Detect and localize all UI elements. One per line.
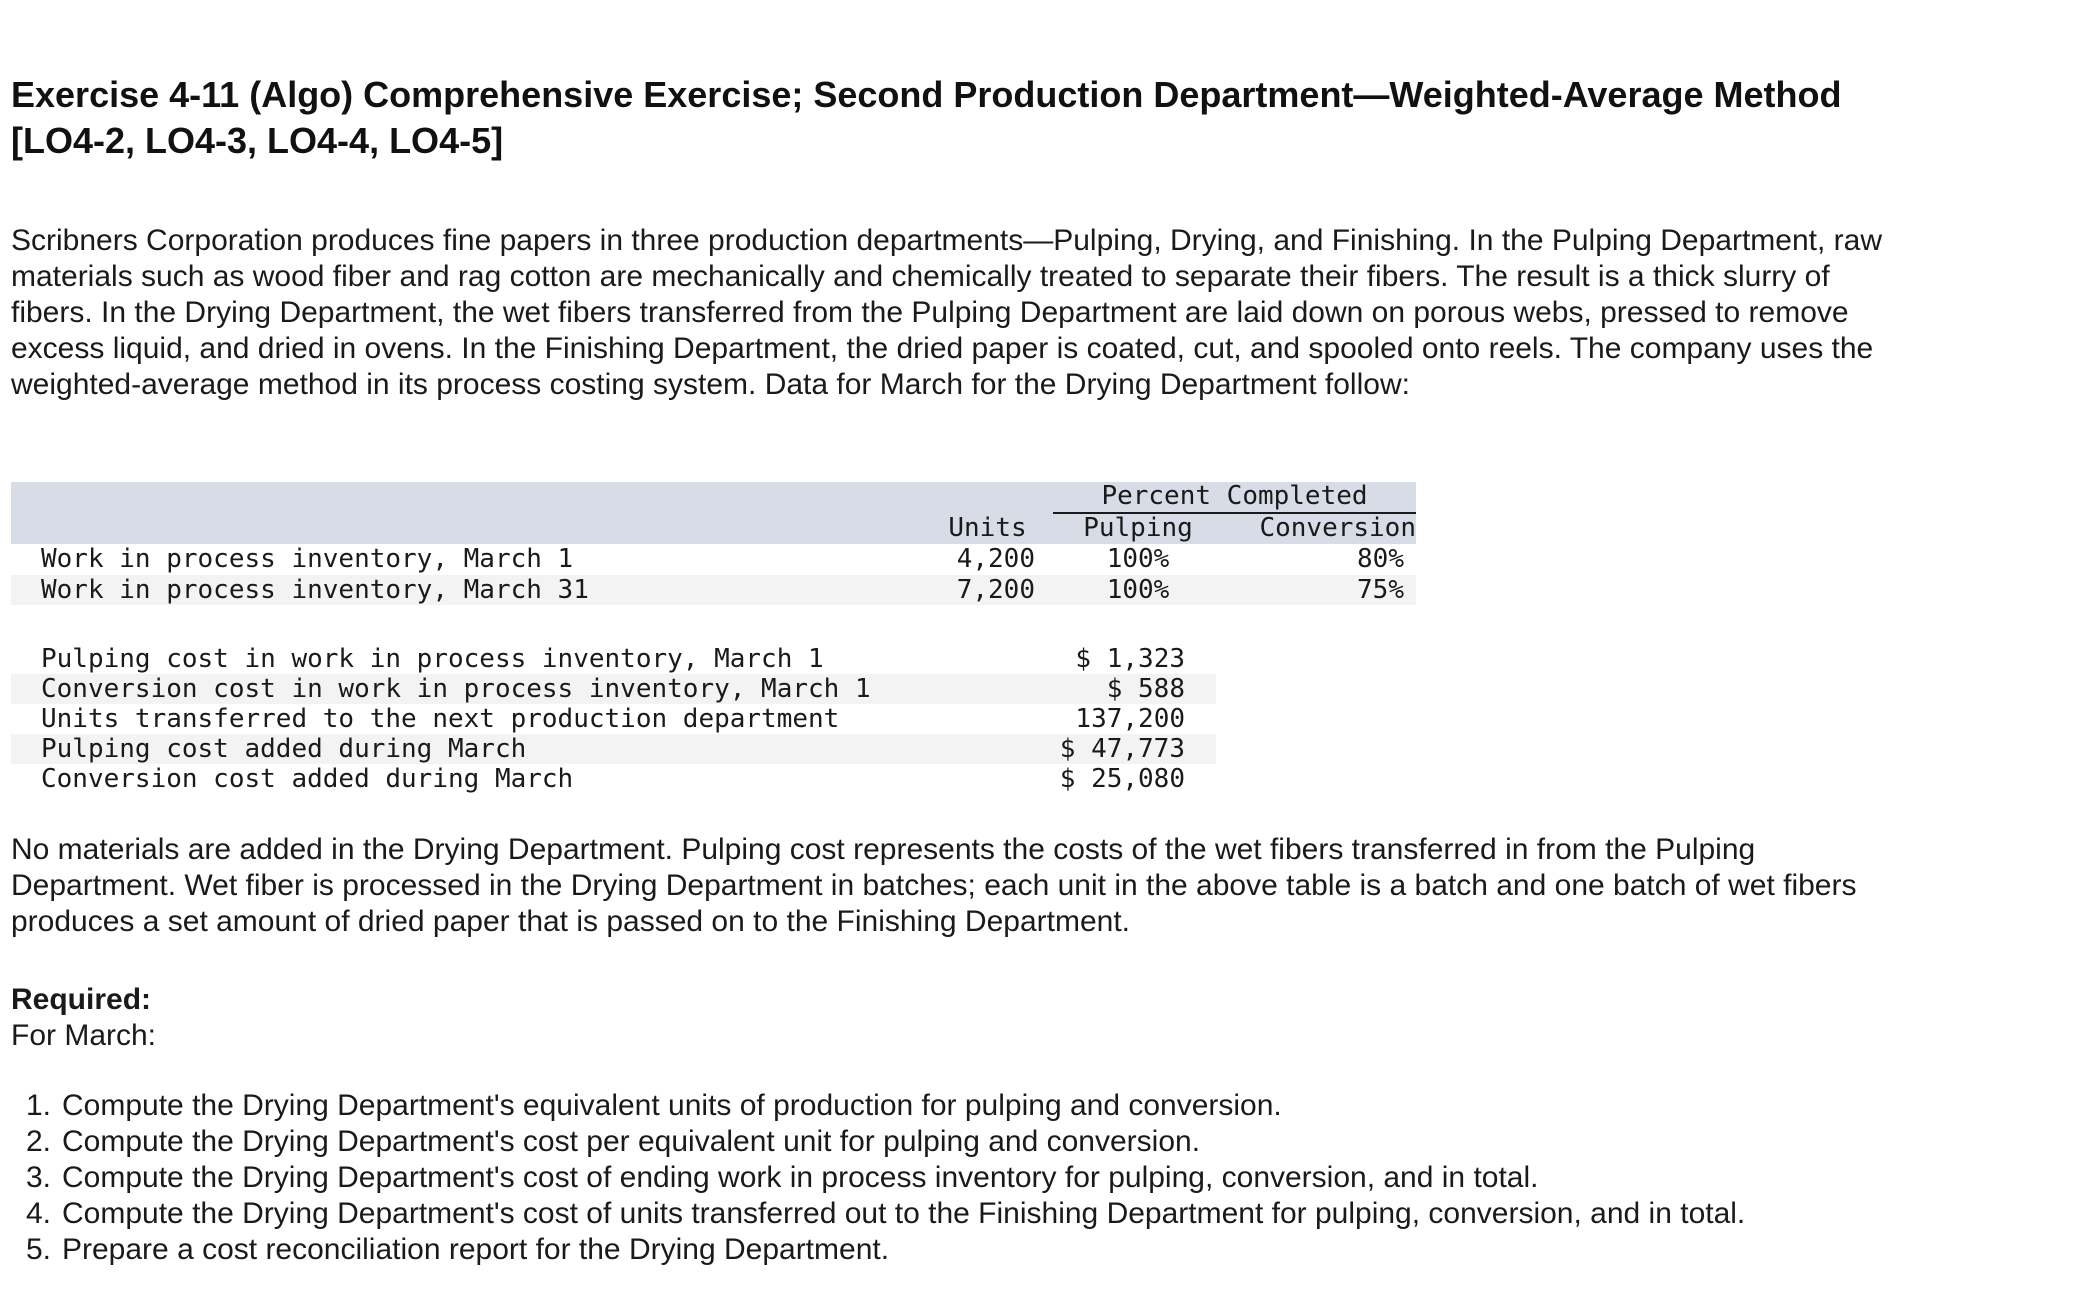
table-row-label: Pulping cost added during March — [41, 734, 527, 764]
units-column-header: Units — [948, 513, 1027, 543]
list-text: Prepare a cost reconciliation report for the Drying Department. — [62, 1233, 890, 1266]
pulping-percent: 100% — [1106, 544, 1170, 574]
cost-value: 137,200 — [1075, 704, 1185, 734]
required-subheading: For March: — [11, 1019, 157, 1052]
list-item — [11, 1160, 1911, 1196]
list-text: Compute the Drying Department's cost per equivalent unit for pulping and conversion. — [62, 1125, 1201, 1158]
cost-value: $ 588 — [1106, 674, 1185, 704]
required-heading: Required: — [11, 983, 152, 1016]
table-row-label: Conversion cost added during March — [41, 764, 574, 794]
conversion-percent: 80% — [1357, 544, 1404, 574]
intro-paragraph: Scribners Corporation produces fine papers in three production departments—Pulping, Drying, and Finishing. In the Pulping Department, raw materials such as wood fiber and rag cotton are mechanically and chemically treated to separate their fibers. The result is a thick slurry of fibers. In the Drying Department, the wet fibers transferred from the Pulping Department are laid down on porous webs, pressed to remove excess liquid, and dried in ovens. In the Finishing Department, the dried paper is coated, cut, and spooled onto reels. The company uses the weighted-average method in its process costing system. Data for March for the Drying Department follow: — [11, 224, 1883, 401]
list-item — [11, 1196, 1911, 1232]
list-text: Compute the Drying Department's cost of units transferred out to the Finishing Department for pulping, conversion, and in total. — [62, 1197, 1746, 1230]
units-value: 4,200 — [956, 544, 1035, 574]
percent-completed-header: Percent Completed — [1101, 481, 1368, 511]
table-row-label: Work in process inventory, March 1 — [41, 544, 574, 574]
table-row-label: Pulping cost in work in process inventory, March 1 — [41, 644, 824, 674]
conversion-column-header: Conversion — [1259, 513, 1416, 543]
task-list — [11, 1088, 1911, 1268]
conversion-percent: 75% — [1357, 575, 1404, 605]
cost-value: $ 47,773 — [1059, 734, 1185, 764]
exercise-title: Exercise 4-11 (Algo) Comprehensive Exercise; Second Production Department—Weighted-Average Method [LO4-2, LO4-3, LO4-4, LO4-5] — [11, 74, 1842, 161]
list-text: Compute the Drying Department's cost of ending work in process inventory for pulping, conversion, and in total. — [62, 1161, 1539, 1194]
cost-value: $ 1,323 — [1075, 644, 1185, 674]
list-text: Compute the Drying Department's equivalent units of production for pulping and conversion. — [62, 1089, 1282, 1122]
table-row-label: Work in process inventory, March 31 — [41, 575, 589, 605]
cost-value: $ 25,080 — [1059, 764, 1185, 794]
pulping-percent: 100% — [1106, 575, 1170, 605]
list-number: 2. — [25, 1125, 51, 1158]
list-number: 1. — [25, 1089, 51, 1122]
list-number: 4. — [25, 1197, 51, 1230]
list-item — [11, 1124, 1911, 1160]
pulping-column-header: Pulping — [1083, 513, 1193, 543]
list-item — [11, 1232, 1911, 1268]
note-paragraph: No materials are added in the Drying Department. Pulping cost represents the costs of the wet fibers transferred in from the Pulping Department. Wet fiber is processed in the Drying Department in batches; each unit in the above table is a batch and one batch of wet fibers produces a set amount of dried paper that is passed on to the Finishing Department. — [11, 833, 1857, 938]
table-row-label: Conversion cost in work in process inventory, March 1 — [41, 674, 871, 704]
table-row-label: Units transferred to the next production department — [41, 704, 840, 734]
list-number: 5. — [25, 1233, 51, 1266]
list-number: 3. — [25, 1161, 51, 1194]
units-value: 7,200 — [956, 575, 1035, 605]
list-item — [11, 1088, 1911, 1124]
